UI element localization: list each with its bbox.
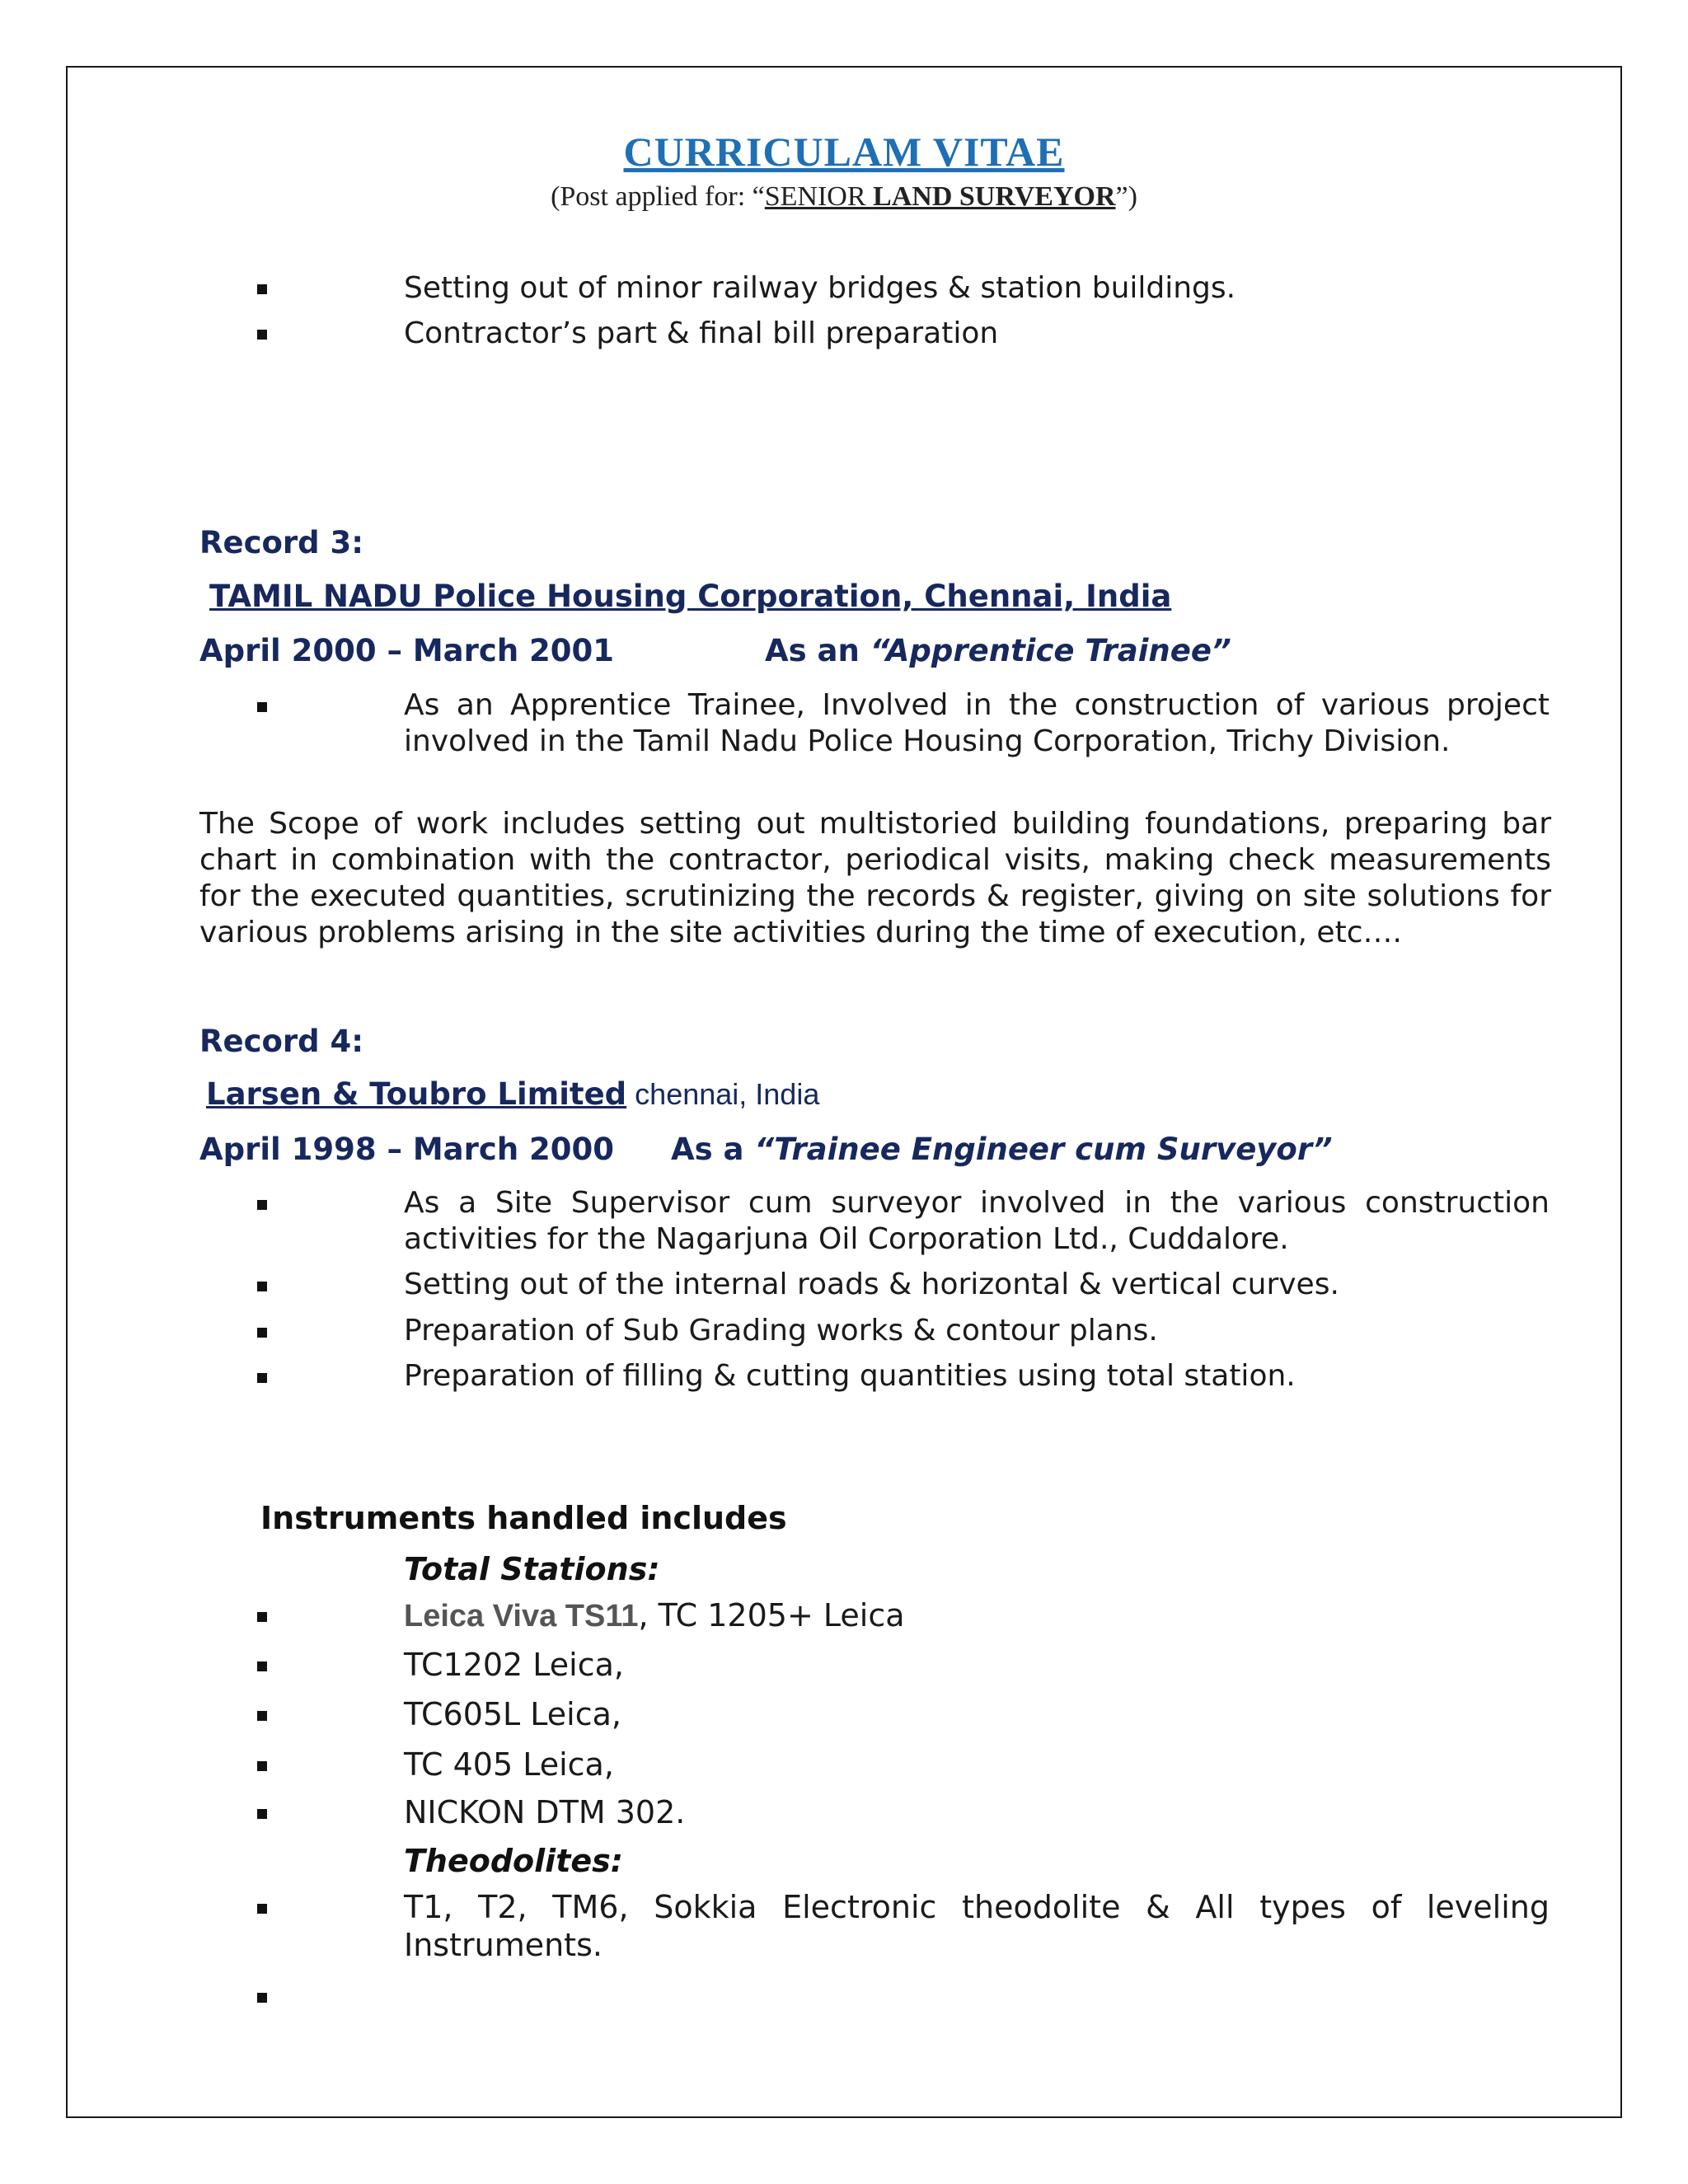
record-4-company: Larsen & Toubro Limited: [206, 1076, 627, 1112]
list-item: Setting out of the internal roads & horizontal & vertical curves.: [404, 1268, 1339, 1301]
record-3-role: [765, 633, 1231, 668]
bullet-marker: [257, 1328, 274, 1339]
record-4-label: Record 4:: [199, 1024, 364, 1059]
list-item: [404, 1596, 1550, 1635]
bullet-marker: [257, 702, 274, 714]
bullet-marker: [257, 1809, 274, 1821]
list-item: Contractor’s part & final bill preparation: [404, 316, 999, 350]
ts-first-rest: , TC 1205+ Leica: [638, 1597, 905, 1633]
instruments-heading: Instruments handled includes: [260, 1500, 787, 1536]
theodolites-label: Theodolites:: [404, 1843, 623, 1879]
post-senior: SENIOR: [764, 181, 874, 212]
record-3-company: TAMIL NADU Police Housing Corporation, Chennai, India: [209, 579, 1172, 614]
list-item: Preparation of filling & cutting quantities using total station.: [404, 1359, 1296, 1393]
record-4-period: April 1998 – March 2000: [199, 1132, 615, 1167]
record-4-role-prefix: As a: [671, 1132, 755, 1167]
record-4-role: [671, 1132, 1333, 1167]
list-item: As a Site Supervisor cum surveyor involved in the various construction activities for the Nagarjuna Oil Corporation Ltd., Cuddalore.: [404, 1186, 1550, 1256]
list-item: T1, T2, TM6, Sokkia Electronic theodolite & All types of leveling Instruments.: [404, 1889, 1550, 1963]
bullet-marker: [257, 1904, 274, 1915]
record-3-scope: The Scope of work includes setting out multistoried building foundations, preparing bar chart in combination with the contractor, periodical visits, making check measurements for the executed quantities, scrutinizing the records & register, giving on site solutions for various problems arising in the site activities during the time of execution, etc….: [199, 807, 1551, 949]
list-item: Setting out of minor railway bridges & station buildings.: [404, 271, 1236, 305]
list-item: As an Apprentice Trainee, Involved in the construction of various project involved in the Tamil Nadu Police Housing Corporation, Trichy Division.: [404, 688, 1550, 758]
list-item: TC 405 Leica,: [404, 1746, 614, 1783]
record-4-role-title: “Trainee Engineer cum Surveyor”: [754, 1132, 1333, 1167]
record-3-role-title: “Apprentice Trainee”: [870, 633, 1231, 668]
bullet-marker: [257, 1373, 274, 1385]
list-item: Preparation of Sub Grading works & contour plans.: [404, 1314, 1158, 1347]
post-applied: [0, 181, 1688, 213]
post-prefix: (Post applied for: “: [551, 181, 765, 212]
record-3-label: Record 3:: [199, 525, 364, 560]
list-item: TC1202 Leica,: [404, 1647, 625, 1683]
bullet-marker: [257, 1761, 274, 1773]
list-item: TC605L Leica,: [404, 1696, 621, 1732]
bullet-marker: [257, 1200, 274, 1212]
bullet-marker: [257, 1661, 274, 1673]
record-3-role-prefix: As an: [765, 633, 870, 668]
empty-bullet-marker: [257, 1993, 274, 2004]
bullet-marker: [257, 1282, 274, 1293]
bullet-marker: [257, 1612, 274, 1624]
record-4-location: chennai, India: [626, 1077, 820, 1111]
bullet-marker: [257, 1711, 274, 1722]
total-stations-label: Total Stations:: [404, 1551, 660, 1587]
bullet-marker: [257, 284, 274, 296]
leica-viva: Leica Viva TS11: [404, 1599, 639, 1633]
bullet-marker: [257, 330, 274, 341]
list-item: NICKON DTM 302.: [404, 1794, 686, 1830]
record-4-company-line: [206, 1076, 819, 1112]
post-suffix: ”): [1115, 181, 1137, 212]
record-3-period: April 2000 – March 2001: [199, 633, 615, 668]
cv-title: CURRICULAM VITAE: [623, 129, 1065, 175]
post-land-surveyor: LAND SURVEYOR: [873, 181, 1116, 212]
